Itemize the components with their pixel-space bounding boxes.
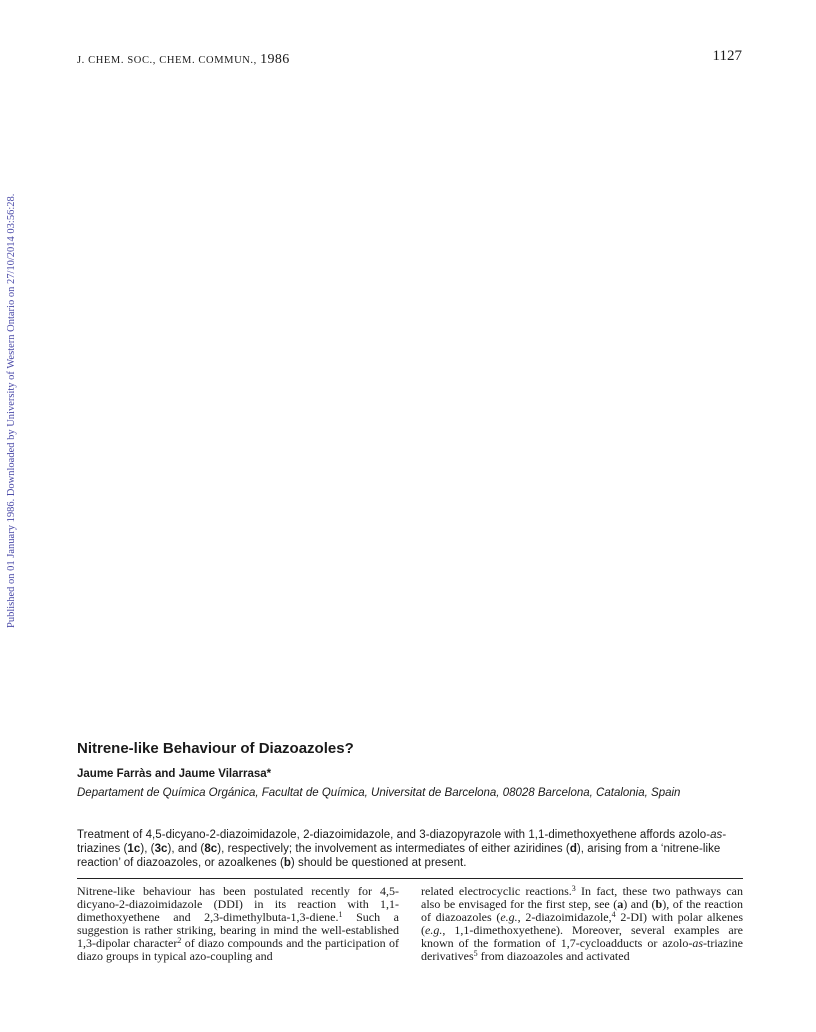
compound-label: 3c — [154, 843, 168, 855]
reference-marker: 2 — [177, 936, 182, 945]
journal-citation — [77, 52, 290, 68]
reference-marker: 3 — [571, 884, 576, 893]
compound-label: b — [283, 857, 291, 869]
journal-year: 1986 — [260, 52, 290, 67]
author-affiliation: Departament de Química Orgánica, Facultat de Química, Universitat de Barcelona, 08028 Barcelona, Catalonia, Spain — [77, 787, 681, 799]
article-title: Nitrene-like Behaviour of Diazoazoles? — [77, 740, 354, 757]
reference-marker: 4 — [611, 910, 616, 919]
compound-label: b — [655, 897, 663, 911]
compound-label: 8c — [204, 843, 218, 855]
download-watermark: Published on 01 January 1986. Downloaded by University of Western Ontario on 27/10/2014 03:56:28. — [6, 193, 17, 628]
abstract: Treatment of 4,5-dicyano-2-diazoimidazole, 2-diazoimidazole, and 3-diazopyrazole with 1,1-dimethoxyethene affords azolo-as-triazines (1c), (3c), and (8c), respectively; the involvement as intermediates of either aziridines (d), arising from a ‘nitrene-like reaction’ of diazoazoles, or azoalkenes (b) should be questioned at present. — [77, 829, 727, 869]
abstract-divider — [77, 878, 743, 879]
page-number: 1127 — [712, 48, 742, 64]
body-column-right: related electrocyclic reactions.$^3$ In fact, these two pathways can also be envisaged for the first step, see (a) and (b), of the reaction of diazoazoles (e.g., 2-diazoimidazole,$^4$ 2-DI) with polar alkenes (e.g., 1,1-dimethoxyethene). Moreover, several examples are known of the formation of 1,7-cycloadducts or azolo-as-triazine derivatives$^5$ from diazoazoles and activated — [421, 884, 743, 963]
running-header — [77, 48, 742, 66]
reference-marker: 5 — [473, 949, 478, 958]
reference-marker: 1 — [338, 910, 343, 919]
journal-name: J. CHEM. SOC., CHEM. COMMUN., — [77, 55, 261, 66]
compound-label: a — [617, 897, 624, 911]
compound-label: d — [569, 843, 577, 855]
article-authors: Jaume Farràs and Jaume Vilarrasa* — [77, 768, 272, 780]
body-column-left: Nitrene-like behaviour has been postulated recently for 4,5-dicyano-2-diazoimidazole (DDI) in its reaction with 1,1-dimethoxyethene and 2,3-dimethylbuta-1,3-diene.$^1$ Such a suggestion is rather striking, bearing in mind the well-established 1,3-dipolar character$^2$ of diazo compounds and the participation of diazo groups in typical azo-coupling and — [77, 884, 399, 963]
compound-label: 1c — [127, 843, 141, 855]
